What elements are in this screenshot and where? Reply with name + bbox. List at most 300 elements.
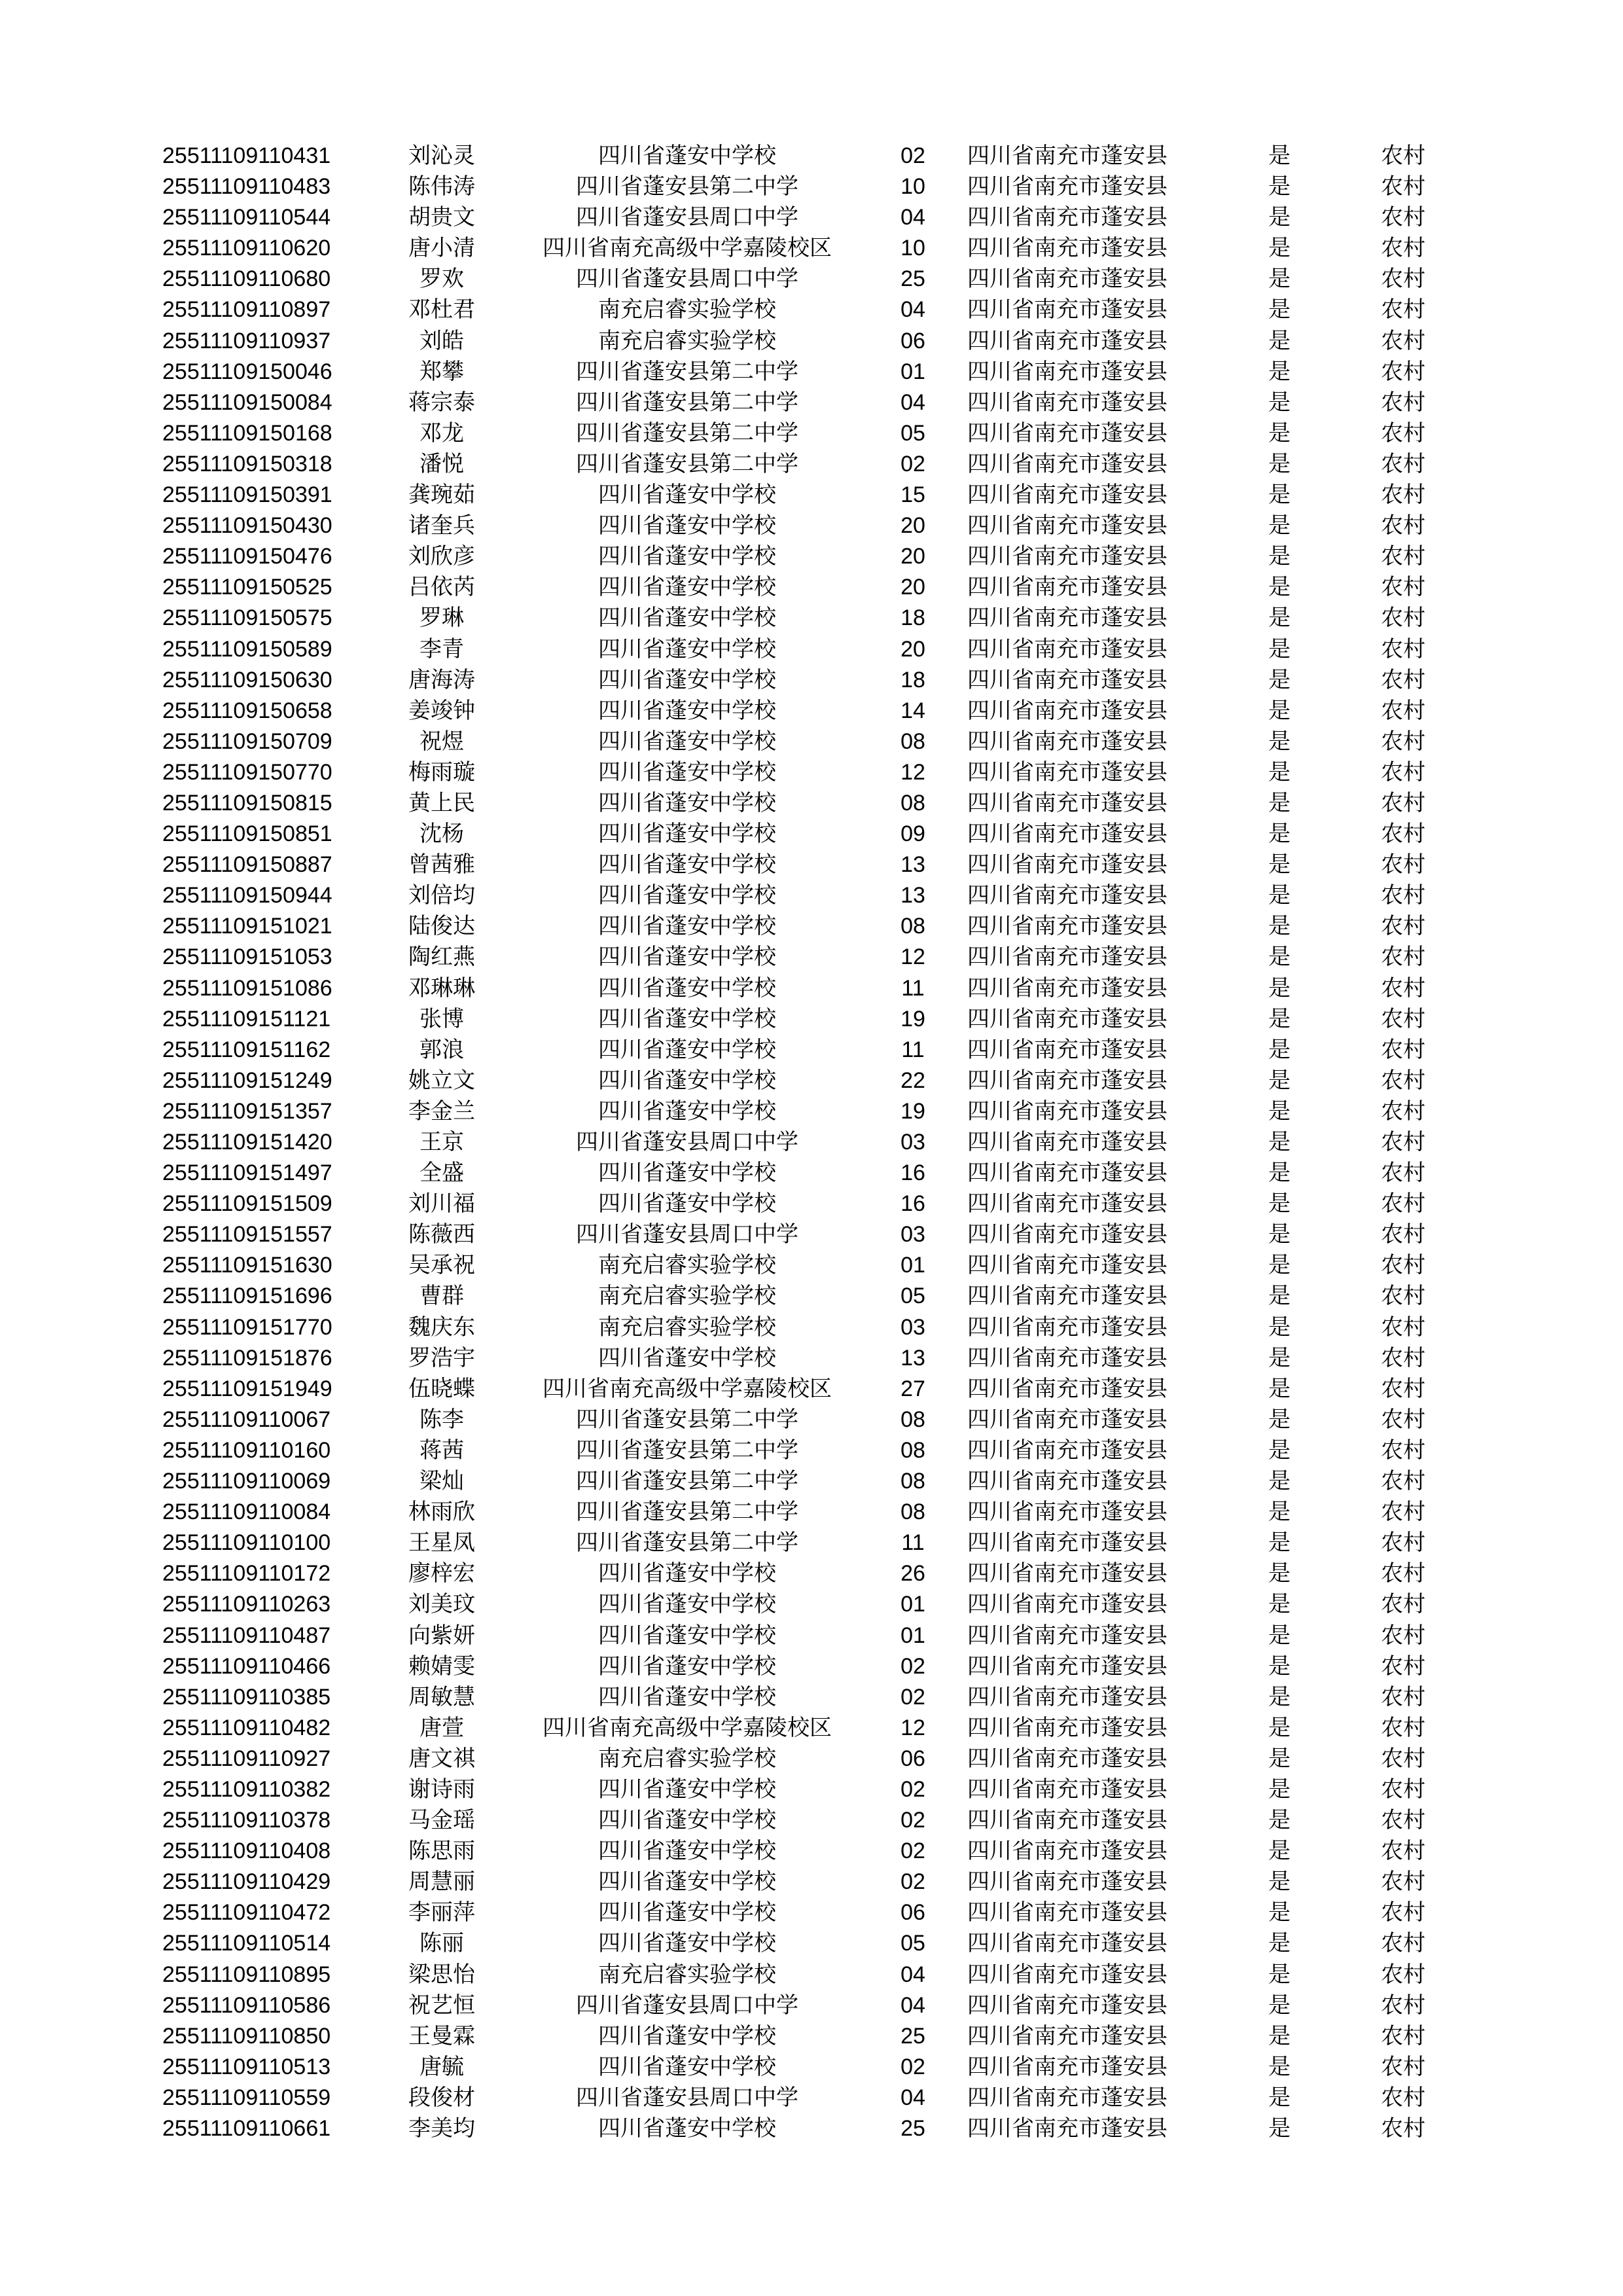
student-name-cell: 吕依芮 xyxy=(408,574,475,601)
student-name-cell: 黄上民 xyxy=(408,789,475,816)
table-row xyxy=(0,171,1623,202)
table-row xyxy=(0,387,1623,418)
household-type-cell: 农村 xyxy=(1381,1869,1425,1895)
eligibility-flag-cell: 是 xyxy=(1268,1869,1291,1895)
table-row xyxy=(0,1127,1623,1158)
class-number-cell: 10 xyxy=(901,174,925,200)
student-name-cell: 曹群 xyxy=(419,1283,464,1310)
class-number-cell: 11 xyxy=(901,1037,925,1062)
household-type-cell: 农村 xyxy=(1381,266,1425,293)
table-row xyxy=(0,1035,1623,1066)
table-row xyxy=(0,511,1623,541)
school-name-cell: 四川省蓬安中学校 xyxy=(598,882,776,909)
student-name-cell: 马金瑶 xyxy=(408,1807,475,1834)
exam-id-cell: 25511109110382 xyxy=(162,1776,331,1802)
school-name-cell: 四川省蓬安县第二中学 xyxy=(576,389,798,416)
region-cell: 四川省南充市蓬安县 xyxy=(967,266,1168,293)
school-name-cell: 四川省蓬安中学校 xyxy=(598,1560,776,1587)
household-type-cell: 农村 xyxy=(1381,1714,1425,1741)
table-row xyxy=(0,1312,1623,1343)
region-cell: 四川省南充市蓬安县 xyxy=(967,1591,1168,1618)
exam-id-cell: 25511109110172 xyxy=(162,1561,331,1587)
region-cell: 四川省南充市蓬安县 xyxy=(967,1314,1168,1340)
eligibility-flag-cell: 是 xyxy=(1268,1160,1291,1187)
exam-id-cell: 25511109110487 xyxy=(162,1623,331,1648)
eligibility-flag-cell: 是 xyxy=(1268,2022,1291,2049)
table-row xyxy=(0,911,1623,942)
exam-id-cell: 25511109151876 xyxy=(162,1345,332,1371)
eligibility-flag-cell: 是 xyxy=(1268,482,1291,509)
household-type-cell: 农村 xyxy=(1381,913,1425,940)
exam-id-cell: 25511109151949 xyxy=(162,1376,332,1401)
class-number-cell: 26 xyxy=(901,1561,925,1587)
school-name-cell: 四川省蓬安中学校 xyxy=(598,143,776,169)
student-name-cell: 龚琬茹 xyxy=(408,482,475,509)
school-name-cell: 四川省蓬安中学校 xyxy=(598,1869,776,1895)
exam-id-cell: 25511109151420 xyxy=(162,1130,332,1155)
class-number-cell: 25 xyxy=(901,266,925,292)
eligibility-flag-cell: 是 xyxy=(1268,1745,1291,1772)
student-name-cell: 李金兰 xyxy=(408,1098,475,1124)
class-number-cell: 08 xyxy=(901,790,925,816)
school-name-cell: 四川省蓬安中学校 xyxy=(598,1930,776,1957)
school-name-cell: 四川省蓬安中学校 xyxy=(598,543,776,570)
exam-id-cell: 25511109150815 xyxy=(162,790,332,816)
eligibility-flag-cell: 是 xyxy=(1268,728,1291,755)
eligibility-flag-cell: 是 xyxy=(1268,389,1291,416)
school-name-cell: 四川省蓬安县第二中学 xyxy=(576,358,798,385)
class-number-cell: 19 xyxy=(901,1098,925,1124)
school-name-cell: 四川省蓬安中学校 xyxy=(598,975,776,1001)
school-name-cell: 四川省蓬安中学校 xyxy=(598,605,776,632)
household-type-cell: 农村 xyxy=(1381,2084,1425,2111)
student-name-cell: 全盛 xyxy=(419,1160,464,1187)
household-type-cell: 农村 xyxy=(1381,1221,1425,1248)
region-cell: 四川省南充市蓬安县 xyxy=(967,235,1168,262)
eligibility-flag-cell: 是 xyxy=(1268,1530,1291,1556)
exam-id-cell: 25511109150589 xyxy=(162,636,332,662)
exam-id-cell: 25511109110482 xyxy=(162,1715,331,1740)
school-name-cell: 四川省蓬安中学校 xyxy=(598,512,776,539)
eligibility-flag-cell: 是 xyxy=(1268,1591,1291,1618)
school-name-cell: 四川省蓬安中学校 xyxy=(598,1160,776,1187)
eligibility-flag-cell: 是 xyxy=(1268,636,1291,662)
class-number-cell: 06 xyxy=(901,328,925,353)
student-name-cell: 刘沁灵 xyxy=(408,143,475,169)
exam-id-cell: 25511109151162 xyxy=(162,1037,331,1062)
class-number-cell: 13 xyxy=(901,883,925,908)
region-cell: 四川省南充市蓬安县 xyxy=(967,944,1168,971)
region-cell: 四川省南充市蓬安县 xyxy=(967,882,1168,909)
class-number-cell: 02 xyxy=(901,2054,925,2079)
household-type-cell: 农村 xyxy=(1381,389,1425,416)
table-row xyxy=(0,1497,1623,1528)
table-row xyxy=(0,1374,1623,1405)
exam-id-cell: 25511109151053 xyxy=(162,944,332,970)
class-number-cell: 01 xyxy=(901,359,925,384)
eligibility-flag-cell: 是 xyxy=(1268,1221,1291,1248)
household-type-cell: 农村 xyxy=(1381,1560,1425,1587)
household-type-cell: 农村 xyxy=(1381,1961,1425,1988)
region-cell: 四川省南充市蓬安县 xyxy=(967,1375,1168,1402)
school-name-cell: 四川省蓬安中学校 xyxy=(598,636,776,662)
exam-id-cell: 25511109151696 xyxy=(162,1283,332,1309)
student-name-cell: 潘悦 xyxy=(419,450,464,477)
region-cell: 四川省南充市蓬安县 xyxy=(967,1807,1168,1834)
eligibility-flag-cell: 是 xyxy=(1268,327,1291,354)
region-cell: 四川省南充市蓬安县 xyxy=(967,296,1168,323)
household-type-cell: 农村 xyxy=(1381,1499,1425,1526)
household-type-cell: 农村 xyxy=(1381,1530,1425,1556)
school-name-cell: 四川省蓬安中学校 xyxy=(598,759,776,785)
table-row xyxy=(0,1836,1623,1867)
eligibility-flag-cell: 是 xyxy=(1268,1375,1291,1402)
exam-id-cell: 25511109151021 xyxy=(162,914,332,939)
table-row xyxy=(0,1066,1623,1096)
exam-id-cell: 25511109150046 xyxy=(162,359,332,384)
table-row xyxy=(0,480,1623,511)
class-number-cell: 03 xyxy=(901,1130,925,1155)
student-name-cell: 罗琳 xyxy=(419,605,464,632)
school-name-cell: 四川省蓬安县周口中学 xyxy=(576,204,798,231)
exam-id-cell: 25511109110431 xyxy=(162,143,331,168)
student-name-cell: 唐毓 xyxy=(419,2053,464,2080)
student-name-cell: 刘美玟 xyxy=(408,1591,475,1618)
exam-id-cell: 25511109151121 xyxy=(162,1006,331,1031)
table-row xyxy=(0,1281,1623,1312)
household-type-cell: 农村 xyxy=(1381,1745,1425,1772)
student-name-cell: 郑攀 xyxy=(419,358,464,385)
household-type-cell: 农村 xyxy=(1381,944,1425,971)
student-name-cell: 蒋宗泰 xyxy=(408,389,475,416)
table-row xyxy=(0,141,1623,171)
school-name-cell: 四川省蓬安中学校 xyxy=(598,1067,776,1094)
eligibility-flag-cell: 是 xyxy=(1268,1499,1291,1526)
school-name-cell: 四川省蓬安中学校 xyxy=(598,2053,776,2080)
region-cell: 四川省南充市蓬安县 xyxy=(967,1160,1168,1187)
exam-id-cell: 25511109110160 xyxy=(162,1437,331,1463)
class-number-cell: 09 xyxy=(901,821,925,847)
household-type-cell: 农村 xyxy=(1381,1992,1425,2018)
student-name-cell: 王曼霖 xyxy=(408,2022,475,2049)
student-name-cell: 郭浪 xyxy=(419,1036,464,1063)
exam-id-cell: 25511109110620 xyxy=(162,236,331,261)
school-name-cell: 四川省蓬安中学校 xyxy=(598,666,776,693)
household-type-cell: 农村 xyxy=(1381,235,1425,262)
school-name-cell: 四川省蓬安中学校 xyxy=(598,1098,776,1124)
eligibility-flag-cell: 是 xyxy=(1268,1622,1291,1649)
table-row xyxy=(0,2021,1623,2052)
student-name-cell: 林雨欣 xyxy=(408,1499,475,1526)
eligibility-flag-cell: 是 xyxy=(1268,789,1291,816)
eligibility-flag-cell: 是 xyxy=(1268,543,1291,570)
school-name-cell: 四川省蓬安中学校 xyxy=(598,2022,776,2049)
region-cell: 四川省南充市蓬安县 xyxy=(967,759,1168,785)
region-cell: 四川省南充市蓬安县 xyxy=(967,327,1168,354)
class-number-cell: 08 xyxy=(901,1499,925,1525)
household-type-cell: 农村 xyxy=(1381,482,1425,509)
student-name-cell: 李青 xyxy=(419,636,464,662)
school-name-cell: 四川省蓬安中学校 xyxy=(598,913,776,940)
exam-id-cell: 25511109150084 xyxy=(162,389,332,415)
class-number-cell: 06 xyxy=(901,1746,925,1771)
eligibility-flag-cell: 是 xyxy=(1268,420,1291,446)
school-name-cell: 四川省蓬安中学校 xyxy=(598,1622,776,1649)
school-name-cell: 四川省蓬安中学校 xyxy=(598,789,776,816)
region-cell: 四川省南充市蓬安县 xyxy=(967,512,1168,539)
household-type-cell: 农村 xyxy=(1381,204,1425,231)
exam-id-cell: 25511109150770 xyxy=(162,759,332,785)
school-name-cell: 南充启睿实验学校 xyxy=(598,1283,776,1310)
eligibility-flag-cell: 是 xyxy=(1268,1406,1291,1433)
household-type-cell: 农村 xyxy=(1381,975,1425,1001)
class-number-cell: 03 xyxy=(901,1314,925,1340)
region-cell: 四川省南充市蓬安县 xyxy=(967,574,1168,601)
class-number-cell: 02 xyxy=(901,1776,925,1802)
table-row xyxy=(0,1651,1623,1682)
eligibility-flag-cell: 是 xyxy=(1268,759,1291,785)
eligibility-flag-cell: 是 xyxy=(1268,1930,1291,1957)
school-name-cell: 四川省蓬安县第二中学 xyxy=(576,420,798,446)
region-cell: 四川省南充市蓬安县 xyxy=(967,420,1168,446)
school-name-cell: 南充启睿实验学校 xyxy=(598,1252,776,1279)
school-name-cell: 四川省蓬安县周口中学 xyxy=(576,1992,798,2018)
student-name-cell: 姜竣钟 xyxy=(408,697,475,724)
table-row xyxy=(0,1528,1623,1558)
class-number-cell: 02 xyxy=(901,1808,925,1833)
household-type-cell: 农村 xyxy=(1381,821,1425,848)
exam-id-cell: 25511109110927 xyxy=(162,1746,331,1771)
class-number-cell: 13 xyxy=(901,1345,925,1371)
student-name-cell: 诸奎兵 xyxy=(408,512,475,539)
region-cell: 四川省南充市蓬安县 xyxy=(967,636,1168,662)
class-number-cell: 08 xyxy=(901,728,925,754)
eligibility-flag-cell: 是 xyxy=(1268,266,1291,293)
exam-id-cell: 25511109150658 xyxy=(162,698,332,723)
region-cell: 四川省南充市蓬安县 xyxy=(967,1252,1168,1279)
region-cell: 四川省南充市蓬安县 xyxy=(967,1622,1168,1649)
class-number-cell: 12 xyxy=(901,1715,925,1740)
eligibility-flag-cell: 是 xyxy=(1268,1036,1291,1063)
table-row xyxy=(0,757,1623,788)
eligibility-flag-cell: 是 xyxy=(1268,1961,1291,1988)
student-name-cell: 陆俊达 xyxy=(408,913,475,940)
table-row xyxy=(0,1343,1623,1374)
region-cell: 四川省南充市蓬安县 xyxy=(967,1499,1168,1526)
exam-id-cell: 25511109151357 xyxy=(162,1098,332,1124)
region-cell: 四川省南充市蓬安县 xyxy=(967,1437,1168,1463)
region-cell: 四川省南充市蓬安县 xyxy=(967,1869,1168,1895)
exam-id-cell: 25511109150887 xyxy=(162,852,332,878)
class-number-cell: 12 xyxy=(901,944,925,970)
eligibility-flag-cell: 是 xyxy=(1268,450,1291,477)
exam-id-cell: 25511109110559 xyxy=(162,2085,331,2110)
school-name-cell: 四川省蓬安中学校 xyxy=(598,852,776,878)
school-name-cell: 四川省蓬安中学校 xyxy=(598,1899,776,1926)
class-number-cell: 08 xyxy=(901,1407,925,1432)
table-row xyxy=(0,850,1623,880)
eligibility-flag-cell: 是 xyxy=(1268,944,1291,971)
eligibility-flag-cell: 是 xyxy=(1268,2053,1291,2080)
class-number-cell: 27 xyxy=(901,1376,925,1401)
school-name-cell: 四川省蓬安中学校 xyxy=(598,1807,776,1834)
table-row xyxy=(0,1805,1623,1836)
school-name-cell: 四川省蓬安中学校 xyxy=(598,1776,776,1803)
student-name-cell: 唐萱 xyxy=(419,1714,464,1741)
household-type-cell: 农村 xyxy=(1381,1776,1425,1803)
region-cell: 四川省南充市蓬安县 xyxy=(967,1283,1168,1310)
exam-id-cell: 25511109151249 xyxy=(162,1067,332,1093)
household-type-cell: 农村 xyxy=(1381,1591,1425,1618)
household-type-cell: 农村 xyxy=(1381,882,1425,909)
household-type-cell: 农村 xyxy=(1381,1406,1425,1433)
region-cell: 四川省南充市蓬安县 xyxy=(967,1067,1168,1094)
student-name-cell: 王星凤 xyxy=(408,1530,475,1556)
class-number-cell: 11 xyxy=(901,975,925,1001)
table-row xyxy=(0,665,1623,696)
eligibility-flag-cell: 是 xyxy=(1268,975,1291,1001)
eligibility-flag-cell: 是 xyxy=(1268,821,1291,848)
class-number-cell: 16 xyxy=(901,1160,925,1186)
exam-id-cell: 25511109110429 xyxy=(162,1869,331,1895)
table-row xyxy=(0,942,1623,973)
household-type-cell: 农村 xyxy=(1381,1005,1425,1032)
region-cell: 四川省南充市蓬安县 xyxy=(967,1992,1168,2018)
household-type-cell: 农村 xyxy=(1381,327,1425,354)
eligibility-flag-cell: 是 xyxy=(1268,1129,1291,1155)
region-cell: 四川省南充市蓬安县 xyxy=(967,1468,1168,1495)
school-name-cell: 四川省蓬安中学校 xyxy=(598,482,776,509)
table-row xyxy=(0,1405,1623,1435)
household-type-cell: 农村 xyxy=(1381,1283,1425,1310)
household-type-cell: 农村 xyxy=(1381,789,1425,816)
class-number-cell: 02 xyxy=(901,1653,925,1679)
exam-id-cell: 25511109150630 xyxy=(162,667,332,692)
student-name-cell: 梁思怡 xyxy=(408,1961,475,1988)
table-row xyxy=(0,1558,1623,1589)
school-name-cell: 四川省蓬安中学校 xyxy=(598,1683,776,1710)
table-row xyxy=(0,1096,1623,1127)
household-type-cell: 农村 xyxy=(1381,1252,1425,1279)
table-row xyxy=(0,1774,1623,1805)
household-type-cell: 农村 xyxy=(1381,296,1425,323)
exam-id-cell: 25511109150391 xyxy=(162,482,332,508)
region-cell: 四川省南充市蓬安县 xyxy=(967,605,1168,632)
school-name-cell: 四川省蓬安县第二中学 xyxy=(576,1437,798,1463)
student-name-cell: 陈丽 xyxy=(419,1930,464,1957)
exam-id-cell: 25511109151557 xyxy=(162,1222,332,1247)
student-name-cell: 刘欣彦 xyxy=(408,543,475,570)
exam-id-cell: 25511109151086 xyxy=(162,975,332,1001)
table-row xyxy=(0,357,1623,387)
table-row xyxy=(0,233,1623,264)
eligibility-flag-cell: 是 xyxy=(1268,2084,1291,2111)
table-row xyxy=(0,634,1623,665)
school-name-cell: 四川省蓬安县周口中学 xyxy=(576,2084,798,2111)
class-number-cell: 11 xyxy=(901,1530,925,1556)
exam-id-cell: 25511109150944 xyxy=(162,883,332,908)
household-type-cell: 农村 xyxy=(1381,450,1425,477)
household-type-cell: 农村 xyxy=(1381,143,1425,169)
school-name-cell: 南充启睿实验学校 xyxy=(598,327,776,354)
eligibility-flag-cell: 是 xyxy=(1268,235,1291,262)
table-row xyxy=(0,1435,1623,1466)
school-name-cell: 四川省蓬安中学校 xyxy=(598,1838,776,1865)
student-name-cell: 梁灿 xyxy=(419,1468,464,1495)
table-row xyxy=(0,603,1623,634)
household-type-cell: 农村 xyxy=(1381,605,1425,632)
class-number-cell: 05 xyxy=(901,1931,925,1956)
region-cell: 四川省南充市蓬安县 xyxy=(967,358,1168,385)
region-cell: 四川省南充市蓬安县 xyxy=(967,1683,1168,1710)
school-name-cell: 四川省蓬安中学校 xyxy=(598,2115,776,2142)
table-row xyxy=(0,1960,1623,1990)
eligibility-flag-cell: 是 xyxy=(1268,1992,1291,2018)
student-name-cell: 邓琳琳 xyxy=(408,975,475,1001)
school-name-cell: 四川省蓬安县第二中学 xyxy=(576,173,798,200)
eligibility-flag-cell: 是 xyxy=(1268,173,1291,200)
student-name-cell: 罗浩宇 xyxy=(408,1344,475,1371)
region-cell: 四川省南充市蓬安县 xyxy=(967,143,1168,169)
class-number-cell: 04 xyxy=(901,389,925,415)
student-name-cell: 邓杜君 xyxy=(408,296,475,323)
region-cell: 四川省南充市蓬安县 xyxy=(967,1005,1168,1032)
class-number-cell: 19 xyxy=(901,1006,925,1031)
student-name-cell: 梅雨璇 xyxy=(408,759,475,785)
table-row xyxy=(0,1867,1623,1897)
table-row xyxy=(0,1928,1623,1959)
exam-id-cell: 25511109110084 xyxy=(162,1499,331,1525)
region-cell: 四川省南充市蓬安县 xyxy=(967,2084,1168,2111)
exam-id-cell: 25511109151497 xyxy=(162,1160,332,1186)
exam-id-cell: 25511109110100 xyxy=(162,1530,331,1556)
student-name-cell: 蒋茜 xyxy=(419,1437,464,1463)
region-cell: 四川省南充市蓬安县 xyxy=(967,1930,1168,1957)
household-type-cell: 农村 xyxy=(1381,728,1425,755)
region-cell: 四川省南充市蓬安县 xyxy=(967,2115,1168,2142)
table-row xyxy=(0,541,1623,572)
table-row xyxy=(0,449,1623,480)
exam-id-cell: 25511109110937 xyxy=(162,328,331,353)
exam-id-cell: 25511109150709 xyxy=(162,728,332,754)
eligibility-flag-cell: 是 xyxy=(1268,697,1291,724)
student-name-cell: 沈杨 xyxy=(419,821,464,848)
region-cell: 四川省南充市蓬安县 xyxy=(967,2053,1168,2080)
household-type-cell: 农村 xyxy=(1381,1067,1425,1094)
region-cell: 四川省南充市蓬安县 xyxy=(967,913,1168,940)
household-type-cell: 农村 xyxy=(1381,1930,1425,1957)
school-name-cell: 四川省蓬安中学校 xyxy=(598,1653,776,1679)
student-name-cell: 胡贵文 xyxy=(408,204,475,231)
class-number-cell: 02 xyxy=(901,1869,925,1895)
class-number-cell: 03 xyxy=(901,1222,925,1247)
class-number-cell: 05 xyxy=(901,420,925,446)
eligibility-flag-cell: 是 xyxy=(1268,1191,1291,1217)
eligibility-flag-cell: 是 xyxy=(1268,1252,1291,1279)
school-name-cell: 四川省蓬安中学校 xyxy=(598,821,776,848)
school-name-cell: 四川省蓬安中学校 xyxy=(598,697,776,724)
school-name-cell: 南充启睿实验学校 xyxy=(598,296,776,323)
student-name-cell: 祝煜 xyxy=(419,728,464,755)
table-row xyxy=(0,1589,1623,1620)
household-type-cell: 农村 xyxy=(1381,1838,1425,1865)
exam-id-cell: 25511109151630 xyxy=(162,1253,332,1278)
class-number-cell: 20 xyxy=(901,575,925,600)
student-name-cell: 周慧丽 xyxy=(408,1869,475,1895)
table-row xyxy=(0,1744,1623,1774)
student-name-cell: 周敏慧 xyxy=(408,1683,475,1710)
table-row xyxy=(0,1621,1623,1651)
